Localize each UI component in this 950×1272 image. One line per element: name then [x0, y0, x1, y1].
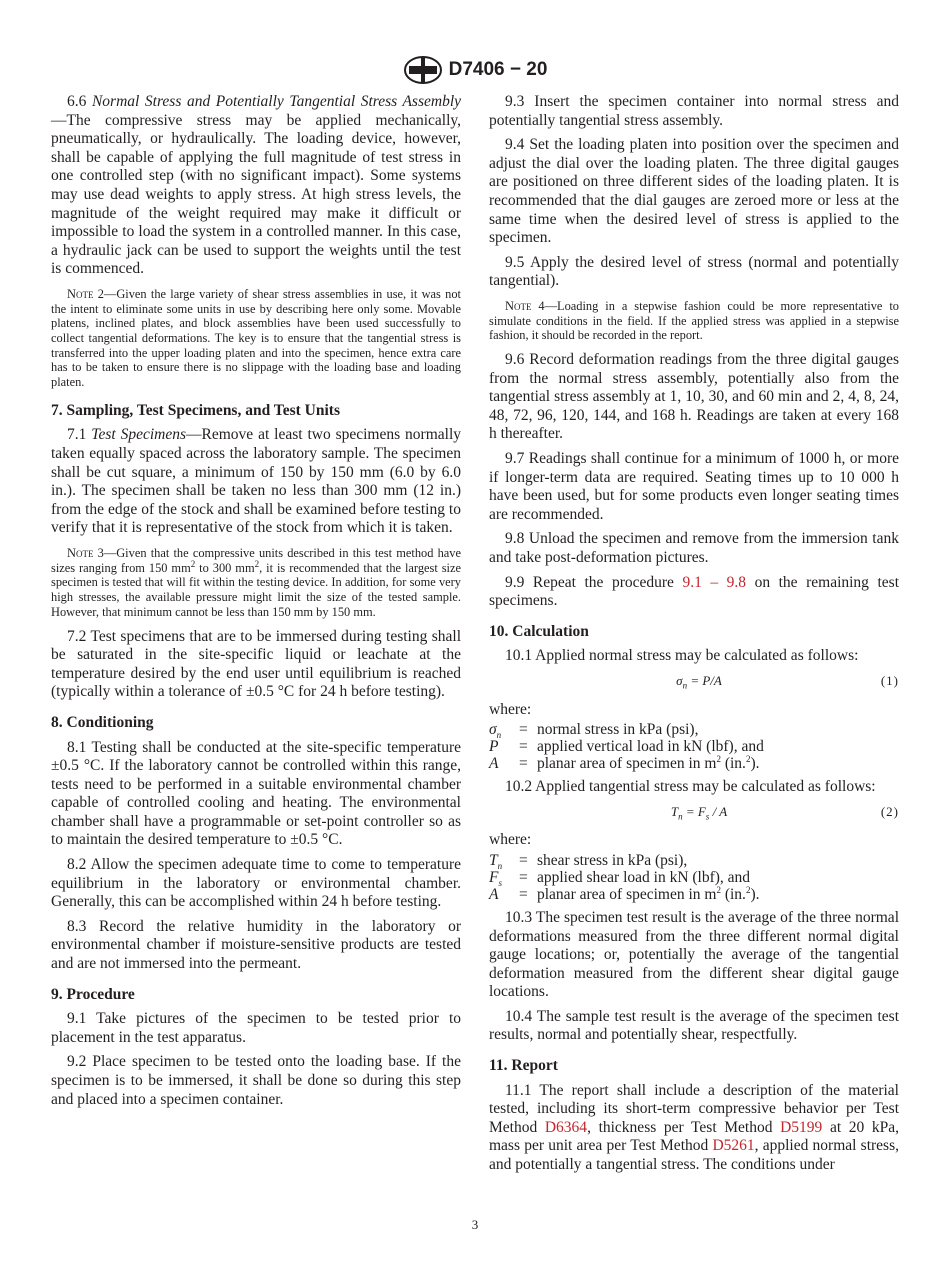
note-4: Note 4—Loading in a stepwise fashion could be more representative to simulate conditions in the field. If the applied stress was applied in a stepwise fashion, it should be recorded in the report. — [489, 298, 899, 343]
paragraph-9-4: 9.4 Set the loading platen into position over the specimen and adjust the dial over the loading platen. The three digital gauges are positioned on three different sides of the loading platen. It is recommended that the dial gauges are zeroed more or less at the same time when the desired level of stress is applied to the specimen. — [489, 136, 899, 247]
standard-designation: D7406 − 20 — [448, 59, 548, 80]
paragraph-7-1: 7.1 Test Specimens—Remove at least two specimens normally taken equally spaced across the laboratory sample. The specimen shall be cut square, a minimum of 150 by 150 mm (6.0 by 6.0 in.). The specimen shall be taken no less than 300 mm (12 in.) from the edge of the stock and shall be examined before testing to verify that it is representative of the stock from which it is taken. — [51, 426, 462, 537]
page-header — [0, 54, 950, 86]
paragraph-8-2: 8.2 Allow the specimen adequate time to come to temperature equilibrium in the laboratory or environmental chamber. Generally, this can be accomplished within 24 h before testing. — [51, 856, 461, 911]
variable-row: $\sigma_n$ = normal stress in kPa (psi), — [489, 721, 699, 741]
paragraph-9-7: 9.7 Readings shall continue for a minimum of 1000 h, or more if longer-term data are required. Seating times up to 10 000 h have been used, but for some products even longer seating times are recommended. — [489, 450, 899, 523]
paragraph-10-2: 10.2 Applied tangential stress may be calculated as follows: — [505, 778, 876, 796]
section-11-heading: 11. Report — [489, 1057, 558, 1075]
equation-2 — [489, 803, 899, 822]
variable-row: A = planar area of specimen in $m^2$ (in.$^2$). — [489, 884, 760, 903]
paragraph-8-3: 8.3 Record the relative humidity in the laboratory or environmental chamber if moisture-sensitive products are tested and are not immersed into the permeant. — [51, 917, 461, 973]
section-9-heading: 9. Procedure — [51, 985, 135, 1003]
equation-1 — [489, 672, 899, 691]
link-d6364[interactable]: D6364 — [544, 1118, 588, 1136]
equation-2-expression: $T_n = F_s / A$ — [670, 803, 728, 822]
equation-1-expression: $\sigma_n = P/A$ — [676, 672, 722, 691]
variable-list-1 — [489, 721, 899, 772]
link-d5199[interactable]: D5199 — [780, 1118, 823, 1136]
paragraph-9-6: 9.6 Record deformation readings from the three digital gauges from the normal stress assembly, potentially also from the tangential stress assembly at 1, 10, 30, and 60 min and 2, 4, 8, 24, 48, 72, 96, 120, 144, and 168 h. Readings are taken at every 168 h thereafter. — [489, 351, 899, 443]
paragraph-8-1: 8.1 Testing shall be conducted at the site-specific temperature ±0.5 °C. If the laboratory cannot be controlled within this range, tests need to be performed in a suitable environmental chamber capable of controlled cooling and heating. The environmental chamber shall have a programmable or set-point controller so as to maintain the desired temperature to ±0.5 °C. — [51, 738, 461, 849]
variable-row: A = planar area of specimen in $m^2$ (in.$^2$). — [489, 753, 760, 773]
paragraph-11-1: 11.1 The report shall include a description of the material tested, including its short-term compressive behavior per Test Method D6364, thickness per Test Method D5199 at 20 kPa, mass per unit area per Test Method D5261, applied normal stress, and potentially a tangential stress. The conditions under — [489, 1081, 900, 1174]
variable-row: $F_s$ = applied shear load in kN (lbf), and — [489, 868, 751, 889]
equation-1-number: (1) — [880, 672, 899, 688]
note-2: Note 2—Given the large variety of shear stress assemblies in use, it was not the intent to eliminate some units in use by describing here only some. Movable platens, inclined plates, and block assemblies have been used successfully to collect tangential deformations. The key is to ensure that the tangential stress is transferred into the upper loading platen and into the specimen, hence extra care has to be taken to ensure there is no slippage with the loading base and loading platen. — [51, 286, 461, 390]
paragraph-9-2: 9.2 Place specimen to be tested onto the loading base. If the specimen is to be immersed, it shall be done so during this step and placed into a specimen container. — [51, 1053, 461, 1108]
paragraph-10-4: 10.4 The sample test result is the average of the specimen test results, normal and potentially shear, respectfully. — [489, 1007, 899, 1044]
section-7-heading: 7. Sampling, Test Specimens, and Test Units — [51, 401, 340, 419]
page-number: 3 — [471, 1217, 479, 1232]
paragraph-9-3: 9.3 Insert the specimen container into normal stress and potentially tangential stress assembly. — [489, 93, 899, 129]
section-10-heading: 10. Calculation — [489, 622, 589, 640]
link-9-1-9-8[interactable]: 9.1 – 9.8 — [682, 573, 747, 591]
left-column — [51, 93, 461, 1115]
paragraph-7-2: 7.2 Test specimens that are to be immersed during testing shall be saturated in the site-specific liquid or leachate at the temperature desired by the end user until equilibrium is reached (typically within a tolerance of ±0.5 °C for 24 h before testing). — [51, 627, 461, 701]
paragraph-9-8: 9.8 Unload the specimen and remove from the immersion tank and take post-deformation pictures. — [489, 530, 899, 566]
variable-row: P = applied vertical load in kN (lbf), and — [489, 738, 764, 756]
variable-list-2 — [489, 852, 899, 903]
note-3: Note 3—Given that the compressive units described in this test method have sizes ranging from 150 $mm^2$ to 300 $mm^2$, it is recommended that the largest size specimen is tested that will fit within the testing device. In addition, for some very high stresses, the available pressure might limit the size of the tested sample. However, that minimum cannot be less than 150 mm by 150 mm. — [51, 546, 461, 619]
astm-logo-icon — [403, 55, 443, 85]
section-8-heading: 8. Conditioning — [51, 713, 154, 731]
paragraph-10-1: 10.1 Applied normal stress may be calculated as follows: — [505, 647, 859, 665]
paragraph-10-3: 10.3 The specimen test result is the average of the three normal deformations measured from the three different normal digital gauge locations; or, potentially the average of the tangential deformation measured from the different shear digital gauge locations. — [489, 908, 899, 1001]
right-column — [489, 93, 899, 1181]
paragraph-9-5: 9.5 Apply the desired level of stress (normal and potentially tangential). — [489, 253, 899, 290]
equation-2-number: (2) — [880, 803, 899, 819]
paragraph-6-6: 6.6 Normal Stress and Potentially Tangential Stress Assembly—The compressive stress may be applied mechanically, pneumatically, or hydraulically. The loading device, however, shall be capable of applying the full magnitude of test stress in one controlled step (with no significant impact). Some systems may use dead weights to apply stress. At high stress levels, the magnitude of the weight required may make it difficult or impossible to load the system in a controlled manner. In this case, a hydraulic jack can be used to support the weights until the test is commenced. — [51, 93, 462, 278]
where-label-1: where: — [489, 700, 532, 718]
paragraph-9-9: 9.9 Repeat the procedure 9.1 – 9.8 on the remaining test specimens. — [489, 573, 899, 610]
variable-row: $T_n$ = shear stress in kPa (psi), — [489, 851, 688, 872]
link-d5261[interactable]: D5261 — [712, 1137, 755, 1155]
paragraph-9-1: 9.1 Take pictures of the specimen to be tested prior to placement in the test apparatus. — [51, 1010, 461, 1046]
where-label-2: where: — [489, 831, 532, 849]
